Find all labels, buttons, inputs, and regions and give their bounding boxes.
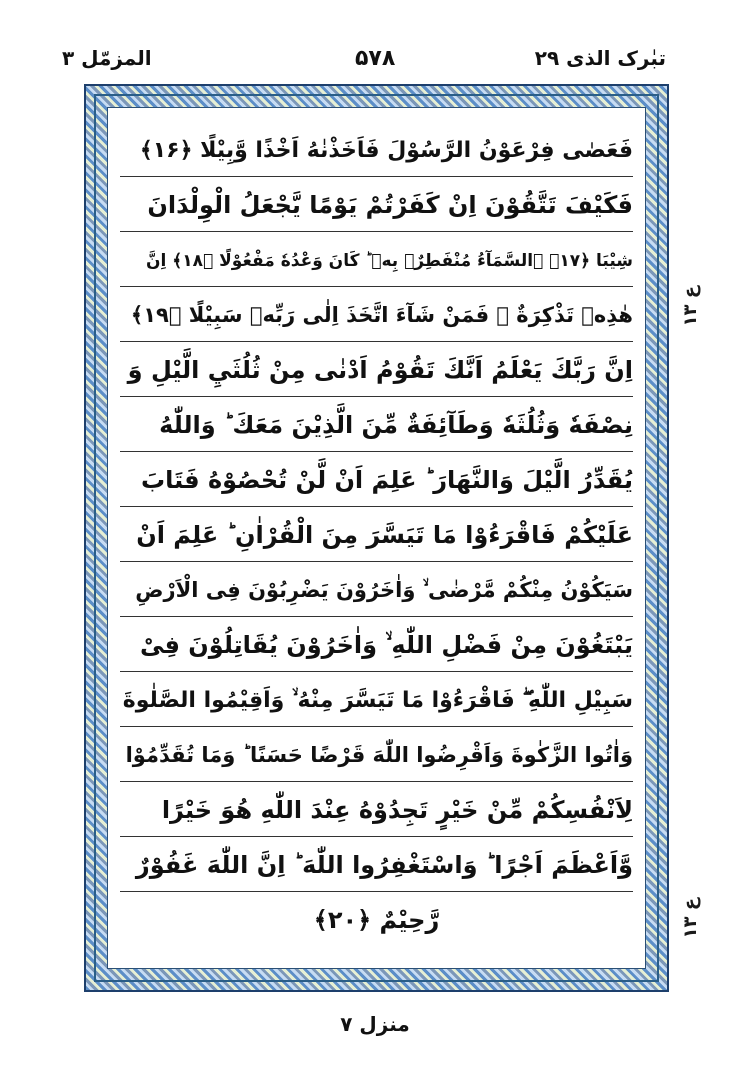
- text-line-11: سَبِيْلِ اللّٰهِ ۖ فَاقْرَءُوْا مَا تَيَسَّرَ مِنْهُ ۙ وَاَقِيْمُوا الصَّلٰوةَ: [120, 674, 633, 727]
- para-name: تبٰرک الذی ۲۹: [534, 46, 666, 70]
- text-line-14: وَّاَعْظَمَ اَجْرًا ؕ وَاسْتَغْفِرُوا اللّٰهَ ؕ اِنَّ اللّٰهَ غَفُوْرٌ: [120, 839, 633, 892]
- text-line-10: يَبْتَغُوْنَ مِنْ فَضْلِ اللّٰهِ ۙ وَاٰخَرُوْنَ يُقَاتِلُوْنَ فِىْ: [120, 619, 633, 672]
- text-line-3: شِيْبَا ﴿۱۷﴾ ۨالسَّمَآءُ مُنْفَطِرٌۢ بِهٖ ؕ كَانَ وَعْدُهٗ مَفْعُوْلًا ﴿۱۸﴾ اِنَّ: [120, 234, 633, 287]
- page-header: [0, 40, 750, 80]
- text-line-9: سَيَكُوْنُ مِنْكُمْ مَّرْضٰى ۙ وَاٰخَرُوْنَ يَضْرِبُوْنَ فِى الْاَرْضِ: [120, 564, 633, 617]
- page-number: ۵۷۸: [355, 46, 396, 71]
- text-line-15: رَّحِيْمٌ ﴿۲۰﴾: [313, 906, 440, 934]
- decorative-border: [84, 84, 669, 992]
- text-line-7: يُقَدِّرُ الَّيْلَ وَالنَّهَارَ ؕ عَلِمَ اَنْ لَّنْ تُحْصُوْهُ فَتَابَ: [120, 454, 633, 507]
- ruku-marker-lower: ع ۱۳: [680, 898, 701, 939]
- surah-name: المزمّل ۳: [62, 46, 152, 70]
- text-line-4: هٰذِهٖ تَذْكِرَةٌ ۚ فَمَنْ شَآءَ اتَّخَذَ اِلٰى رَبِّهٖ سَبِيْلًا ﴿۱۹﴾: [120, 289, 633, 342]
- text-line-1: فَعَصٰى فِرْعَوْنُ الرَّسُوْلَ فَاَخَذْنٰهُ اَخْذًا وَّبِيْلًا ﴿۱۶﴾: [120, 124, 633, 177]
- text-line-12: وَاٰتُوا الزَّكٰوةَ وَاَقْرِضُوا اللّٰهَ قَرْضًا حَسَنًا ؕ وَمَا تُقَدِّمُوْا: [120, 729, 633, 782]
- text-line-13: لِاَنْفُسِكُمْ مِّنْ خَيْرٍ تَجِدُوْهُ عِنْدَ اللّٰهِ هُوَ خَيْرًا: [120, 784, 633, 837]
- text-panel: [107, 107, 646, 969]
- text-line-2: فَكَيْفَ تَتَّقُوْنَ اِنْ كَفَرْتُمْ يَوْمًا يَّجْعَلُ الْوِلْدَانَ: [120, 179, 633, 232]
- text-line-8: عَلَيْكُمْ فَاقْرَءُوْا مَا تَيَسَّرَ مِنَ الْقُرْاٰنِ ؕ عَلِمَ اَنْ: [120, 509, 633, 562]
- text-line-6: نِصْفَهٗ وَثُلُثَهٗ وَطَآئِفَةٌ مِّنَ الَّذِيْنَ مَعَكَ ؕ وَاللّٰهُ: [120, 399, 633, 452]
- text-line-5: اِنَّ رَبَّكَ يَعْلَمُ اَنَّكَ تَقُوْمُ اَدْنٰى مِنْ ثُلُثَيِ الَّيْلِ وَ: [120, 344, 633, 397]
- manzil-footer: منزل ۷: [340, 1012, 410, 1036]
- ruku-marker-upper: ع ۱۳: [680, 286, 701, 327]
